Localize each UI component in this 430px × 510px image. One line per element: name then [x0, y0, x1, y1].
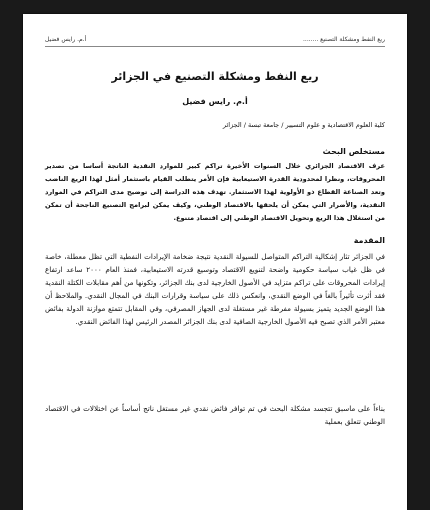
running-header-author: أ.م. رايس فضيل: [45, 36, 87, 43]
abstract-body: عرف الاقتصاد الجزائري خلال السنوات الأخيرة تراكم كبير للموارد النقدية الناتجة أساسا من تصدير المحروقات، ونظرا لمحدودية القدرة الاستيعابية فإن الأمر يتطلب القيام باستثمار أمثل لهذا الريع الناضب وتعد الصناعة القطاع ذو الأولوية لهذا الاستثمار. تهدف هذه الدراسة إلى توضيح مدى التراكم في الموارد النقدية، والأضرار التي يمكن أن يلحقها بالاقتصاد الوطني، وكيف يمكن لبرامج التصنيع الناجحة أن تمكن من استغلال هذا الريع وتحويل الاقتصاد الوطني إلى اقتصاد متنوع.: [45, 162, 385, 222]
paper-title: ريع النفط ومشكلة التصنيع في الجزائر: [111, 70, 319, 83]
introduction-paragraph-1: في الجزائر تثار إشكالية التراكم المتواصل للسيولة النقدية نتيجة ضخامة الإيرادات النفطية التي تظل معطلة، خاصة في ظل غياب سياسة حكومية واضحة لتنويع الاقتصاد وتوسيع قدرته الاستيعابية، فمنذ العام ٢٠٠٠ ساعد ارتفاع إيرادات المحروقات على تراكم متزايد في الأصول الخارجية لدى بنك الجزائر، وتكونها من أهم مقابلات الكتلة النقدية فقد أثرت تأثيراً بالغاً في الوضع النقدي، وانعكس ذلك على سياسة وقرارات البنك في المجال النقدي. والملاحظ أن هذا الوضع الجديد يتميز بسيولة مفرطة غير مستغلة لدى الجهاز المصرفي، وفي المقابل تتمتع موازنة الدولة بفائض معتبر الأمر الذي تصبح فيه الأصول الخارجية الصافية لدى بنك الجزائر المصدر الرئيس لهذا الفائض النقدي.: [45, 252, 385, 326]
abstract-heading: مستخلص البحث: [322, 147, 385, 156]
author-affiliation: كلية العلوم الاقتصادية و علوم التسيير / جامعة تبسة / الجزائر: [222, 121, 385, 129]
introduction-heading: المقدمة: [353, 236, 385, 245]
running-header: [45, 36, 385, 47]
document-page: [23, 14, 407, 510]
running-header-title: ريع النفط ومشكلة التصنيع ........: [303, 36, 385, 43]
introduction-paragraph-2: بناءاً على ماسبق تتجسد مشكلة البحث في تم توافر فائض نقدي غير مستغل ناتج أساساً عن اختلالات في الاقتصاد الوطني تتعلق بعملية: [45, 404, 385, 426]
author-name: أ.م. رايس فضيل: [182, 97, 248, 106]
